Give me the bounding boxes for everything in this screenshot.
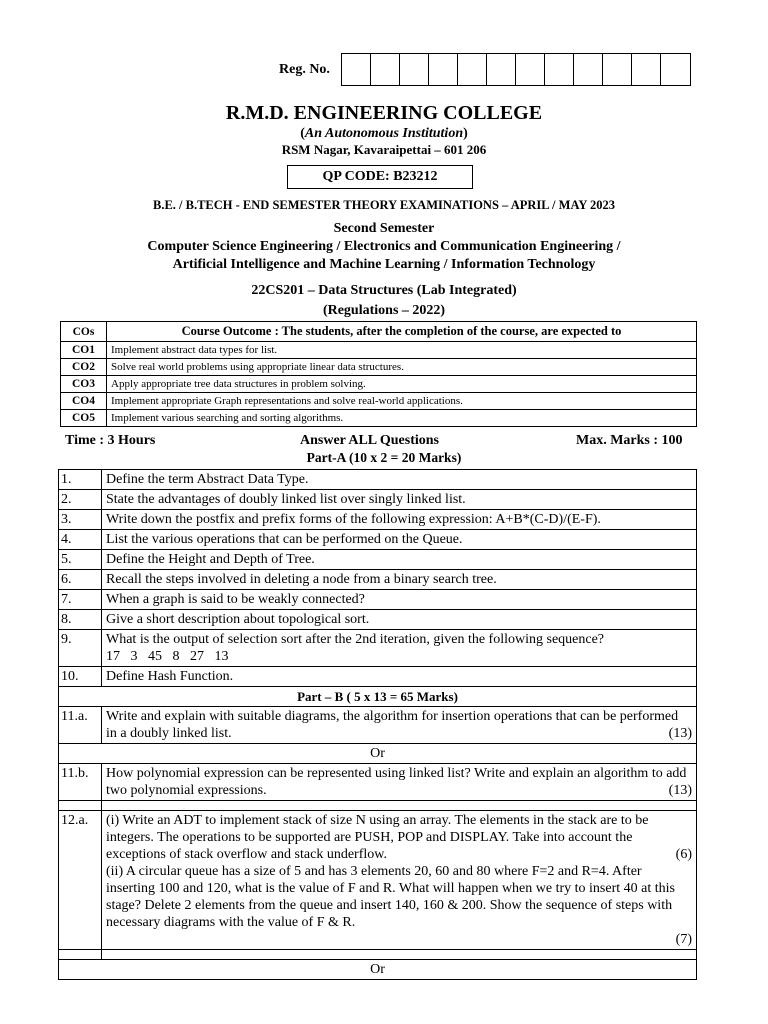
- reg-no-box: [458, 54, 487, 85]
- question-text: [102, 811, 697, 950]
- question-body: (i) Write an ADT to implement stack of size N using an array. The elements in the stack are to be integers. The operations to be supported are PUSH, POP and DISPLAY. Take into account the exceptions of stack overflow and stack underflow.: [106, 813, 649, 862]
- co-desc: Solve real world problems using appropriate linear data structures.: [107, 359, 697, 376]
- co-desc: Implement various searching and sorting algorithms.: [107, 410, 697, 427]
- course-title: 22CS201 – Data Structures (Lab Integrated): [251, 283, 517, 298]
- question-number: 6.: [59, 570, 102, 590]
- question-marks: (7): [675, 932, 692, 947]
- co-table-header: [61, 322, 697, 342]
- co-desc: Apply appropriate tree data structures in problem solving.: [107, 376, 697, 393]
- co-code: CO5: [61, 410, 107, 427]
- co-code: CO1: [61, 342, 107, 359]
- or-label: Or: [59, 960, 697, 980]
- college-name: R.M.D. ENGINEERING COLLEGE: [225, 102, 543, 124]
- question-row: [59, 530, 697, 550]
- question-row: [59, 550, 697, 570]
- reg-no-box: [429, 54, 458, 85]
- branch-line-2: Artificial Intelligence and Machine Learning / Information Technology: [172, 257, 596, 272]
- spacer-cell: [59, 801, 102, 811]
- question-row: [59, 707, 697, 744]
- question-number: 8.: [59, 610, 102, 630]
- spacer-row: [59, 801, 697, 811]
- reg-no-boxes: [341, 53, 691, 86]
- co-row: [61, 342, 697, 359]
- question-number: 4.: [59, 530, 102, 550]
- question-number: 11.b.: [59, 764, 102, 801]
- question-part-1: [106, 812, 692, 863]
- question-row: [59, 490, 697, 510]
- part-b-heading: Part – B ( 5 x 13 = 65 Marks): [59, 687, 697, 707]
- college-address: RSM Nagar, Kavaraipettai – 601 206: [281, 142, 487, 157]
- co-row: [61, 359, 697, 376]
- reg-no-box: [661, 54, 690, 85]
- question-row: [59, 630, 697, 667]
- question-row: [59, 470, 697, 490]
- spacer-cell: [102, 950, 697, 960]
- question-row: [59, 610, 697, 630]
- co-row: [61, 393, 697, 410]
- question-text: Give a short description about topological sort.: [102, 610, 697, 630]
- question-text: List the various operations that can be performed on the Queue.: [102, 530, 697, 550]
- co-code: CO2: [61, 359, 107, 376]
- reg-no-box: [574, 54, 603, 85]
- question-number: 9.: [59, 630, 102, 667]
- or-row: [59, 960, 697, 980]
- question-text: Define the term Abstract Data Type.: [102, 470, 697, 490]
- question-row: [59, 667, 697, 687]
- question-number: 10.: [59, 667, 102, 687]
- question-body: How polynomial expression can be represented using linked list? Write and explain an algorithm to add two polynomial expressions.: [106, 766, 687, 798]
- question-text: [102, 707, 697, 744]
- spacer-cell: [102, 801, 697, 811]
- co-code: CO4: [61, 393, 107, 410]
- co-row: [61, 376, 697, 393]
- question-number: 1.: [59, 470, 102, 490]
- co-header-desc: Course Outcome : The students, after the completion of the course, are expected to: [107, 322, 697, 342]
- regulations: (Regulations – 2022): [322, 303, 446, 318]
- co-row: [61, 410, 697, 427]
- co-desc: Implement abstract data types for list.: [107, 342, 697, 359]
- question-text-line: What is the output of selection sort after the 2nd iteration, given the following sequence?: [106, 632, 605, 647]
- question-text: Recall the steps involved in deleting a node from a binary search tree.: [102, 570, 697, 590]
- or-row: [59, 744, 697, 764]
- question-marks-row: [106, 931, 692, 948]
- part-b-heading-row: [59, 687, 697, 707]
- reg-no-box: [516, 54, 545, 85]
- question-row: [59, 510, 697, 530]
- reg-no-label: Reg. No.: [279, 62, 330, 77]
- question-text: When a graph is said to be weakly connected?: [102, 590, 697, 610]
- semester: Second Semester: [333, 221, 435, 236]
- answer-instruction: Answer ALL Questions: [300, 433, 439, 448]
- co-header-code: COs: [61, 322, 107, 342]
- co-code: CO3: [61, 376, 107, 393]
- question-sequence: 17 3 45 8 27 13: [106, 649, 229, 664]
- exam-title: B.E. / B.TECH - END SEMESTER THEORY EXAMINATIONS – APRIL / MAY 2023: [152, 198, 616, 212]
- question-body: Write and explain with suitable diagrams, the algorithm for insertion operations that can be performed in a doubly linked list.: [106, 709, 679, 741]
- part-a-heading: Part-A (10 x 2 = 20 Marks): [306, 450, 462, 465]
- question-text: Define Hash Function.: [102, 667, 697, 687]
- spacer-row: [59, 950, 697, 960]
- questions-table: [58, 469, 697, 980]
- question-number: 2.: [59, 490, 102, 510]
- autonomous-label: (An Autonomous Institution): [300, 126, 468, 141]
- reg-no-box: [371, 54, 400, 85]
- reg-no-box: [632, 54, 661, 85]
- reg-no-box: [400, 54, 429, 85]
- question-number: 12.a.: [59, 811, 102, 950]
- qp-code-box: QP CODE: B23212: [287, 165, 473, 189]
- reg-no-box: [487, 54, 516, 85]
- question-row: [59, 811, 697, 950]
- question-number: 11.a.: [59, 707, 102, 744]
- spacer-cell: [59, 950, 102, 960]
- or-label: Or: [59, 744, 697, 764]
- question-row: [59, 590, 697, 610]
- question-marks: (13): [668, 726, 692, 741]
- course-outcome-table: [60, 321, 697, 427]
- question-number: 5.: [59, 550, 102, 570]
- question-row: [59, 764, 697, 801]
- branch-line-1: Computer Science Engineering / Electronics and Communication Engineering /: [147, 239, 621, 254]
- question-marks: (6): [675, 847, 692, 862]
- exam-time: Time : 3 Hours: [65, 433, 156, 448]
- question-part-2: [106, 863, 692, 931]
- question-text: Write down the postfix and prefix forms of the following expression: A+B*(C-D)/(E-F).: [102, 510, 697, 530]
- question-text: Define the Height and Depth of Tree.: [102, 550, 697, 570]
- question-number: 7.: [59, 590, 102, 610]
- question-number: 3.: [59, 510, 102, 530]
- question-row: [59, 570, 697, 590]
- max-marks: Max. Marks : 100: [576, 433, 683, 448]
- reg-no-box: [603, 54, 632, 85]
- question-text: [102, 630, 697, 667]
- question-text: State the advantages of doubly linked list over singly linked list.: [102, 490, 697, 510]
- reg-no-box: [342, 54, 371, 85]
- question-body: (ii) A circular queue has a size of 5 and has 3 elements 20, 60 and 80 where F=2 and R=4. After inserting 100 and 120, what is the value of F and R. What will happen when we try to insert 40 at this stage? Delete 2 elements from the queue and insert 140, 160 & 200. Show the sequence of steps with necessary diagrams with the value of F & R.: [106, 864, 675, 930]
- reg-no-box: [545, 54, 574, 85]
- co-desc: Implement appropriate Graph representations and solve real-world applications.: [107, 393, 697, 410]
- question-marks: (13): [668, 783, 692, 798]
- question-text: [102, 764, 697, 801]
